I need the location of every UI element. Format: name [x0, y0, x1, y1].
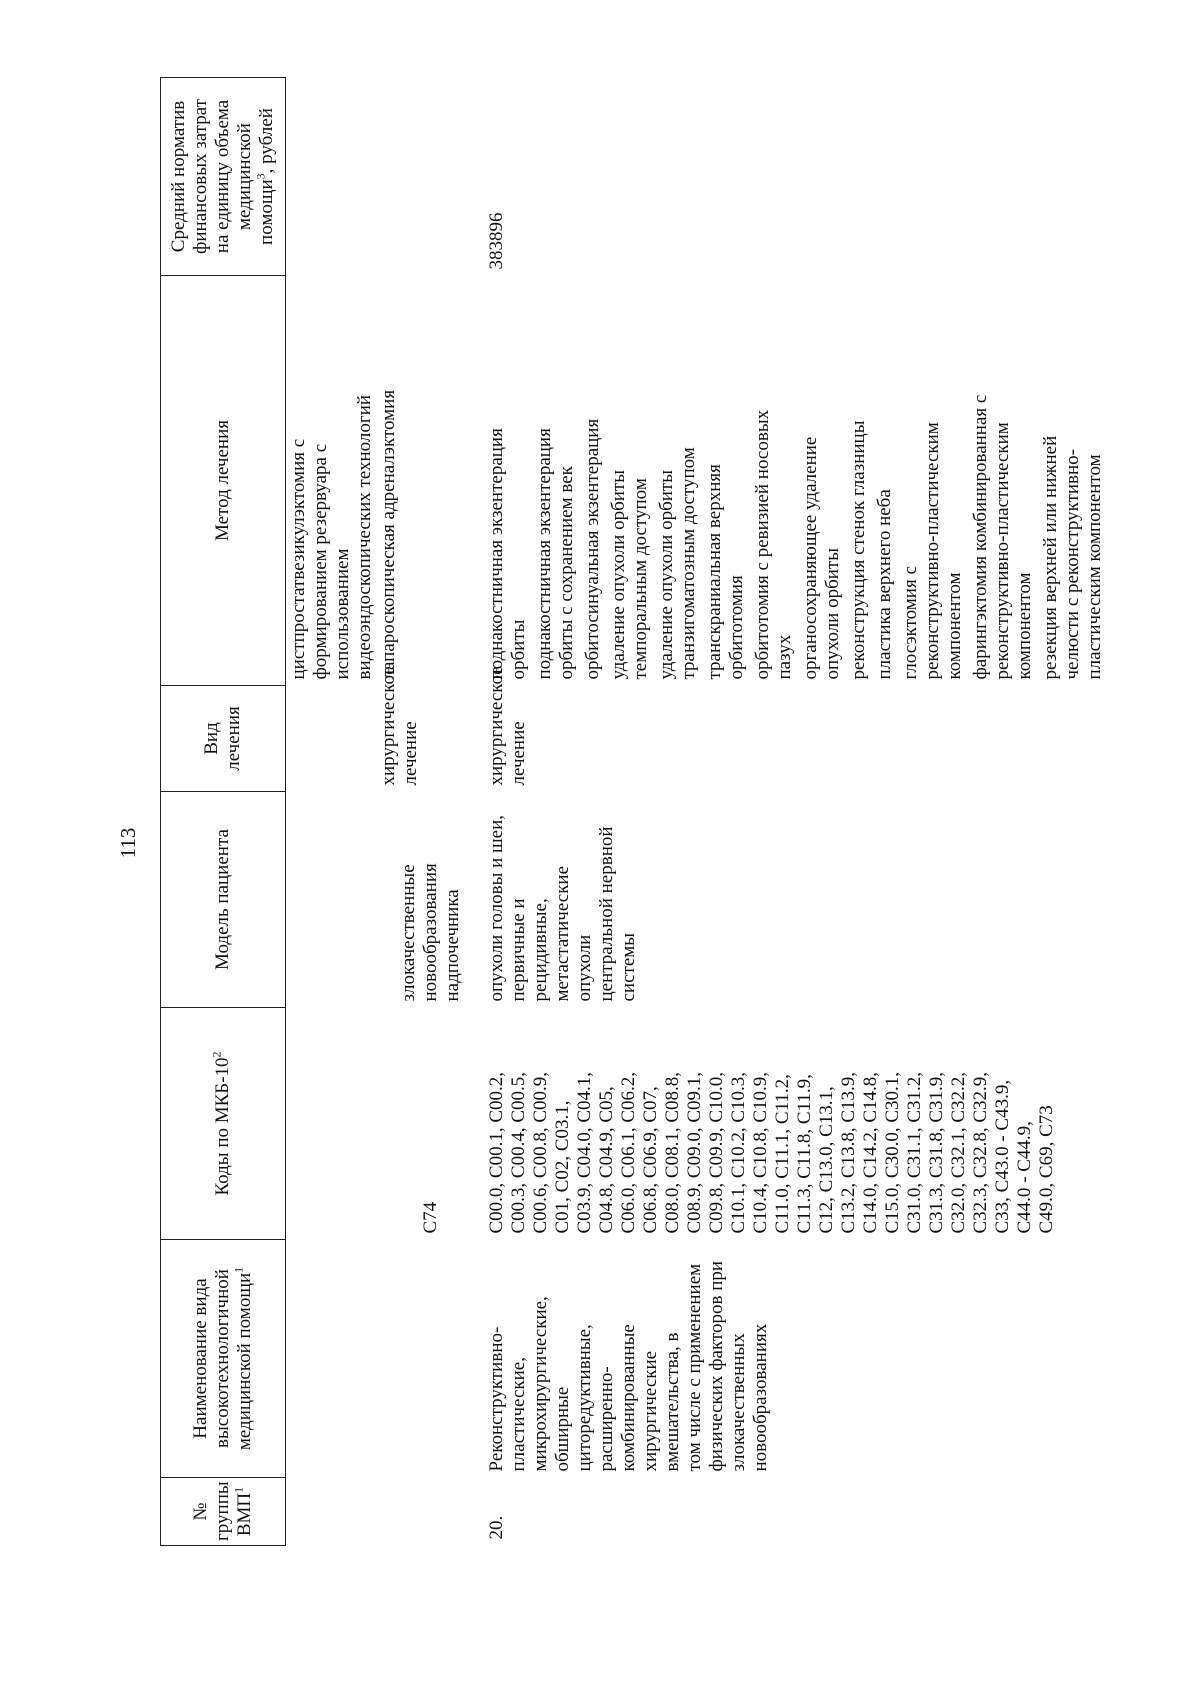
header-icd-codes: Коды по МКБ-$10^2$ [161, 1008, 286, 1240]
method-item: удаление опухоли орбиты транзигоматозным доступом [656, 447, 699, 680]
method-item: орбитотомия с ревизией носовых пазух [752, 409, 795, 680]
table-header-row [161, 78, 286, 1546]
method-cell: цистпростатвезикулэктомия с формированием резервуара с использованием видеоэндоскопических технологий [288, 394, 375, 680]
method-item: органосохраняющее удаление опухоли орбиты [800, 436, 843, 680]
page-number: 113 [116, 827, 140, 859]
method-item: транскраниальная верхняя орбитотомия [704, 464, 747, 680]
method-item: глосэктомия с реконструктивно-пластическим компонентом [900, 422, 965, 680]
header-treatment-type: Вид лечения [161, 686, 286, 792]
method-cell: лапароскопическая адреналэктомия [378, 389, 399, 680]
patient-model-cell: опухоли головы и шеи, первичные и рецидивные, метастатические опухоли центральной нервной системы [486, 814, 639, 1002]
header-patient-model: Модель пациента [161, 792, 286, 1008]
icd-codes-cell: C00.0, C00.1, C00.2, C00.3, C00.4, C00.5, C00.6, C00.8, C00.9, C01, C02, C03.1, C03.9, C04.0, C04.1, C04.8, C04.9, C05, C06.0, C06.1, C06.2, C06.8, C06.9, C07, C08.0, C08.1, C08.8, C08.9, C09.0, C09.1, C09.8, C09.9, C10.0, C10.1, C10.2, C10.3, C10.4, C10.8, C10.9, C11.0, C11.1, C11.2, C11.3, C11.8, C11.9, C12, C13.0, C13.1, C13.2, C13.8, C13.9, C14.0, C14.2, C14.8, C15.0, C30.0, C30.1, C31.0, C31.1, C31.2, C31.3, C31.8, C31.9, C32.0, C32.1, C32.2, C32.3, C32.8, C32.9, C33, C43.0 - C43.9, C44.0 - C44.9, C49.0, C69, C73 [486, 1071, 1057, 1234]
method-item: реконструкция стенок глазницы [848, 420, 869, 680]
header-group-number: № группы ВМП$^1$ [161, 1478, 286, 1546]
treatment-type-cell: хирургическое лечение [486, 666, 529, 786]
method-item: поднакостничная экзентерация орбиты с сохранением век [534, 428, 577, 680]
header-treatment-method: Метод лечения [161, 276, 286, 686]
cost-cell: 383896 [486, 212, 507, 270]
table-row [376, 78, 464, 1546]
method-item: резекция верхней или нижней челюсти с реконструктивно- пластическим компонентом [1040, 435, 1105, 680]
care-name-cell: Реконструктивно-пластические, микрохирургические, обширные циторедуктивные, расширенно- комбинированные хирургические вмешательства, в том числе с применением физических факторов при злокачественных новообразованиях [486, 1260, 771, 1472]
method-item: поднакостничная экзентерация орбиты [486, 428, 529, 680]
method-item: удаление опухоли орбиты темпоральным доступом [608, 469, 651, 680]
table-row [464, 78, 1110, 1546]
table-row [286, 78, 377, 1546]
treatment-table [160, 77, 1110, 1546]
patient-model-cell: злокачественные новообразования надпочечника [398, 863, 463, 1002]
method-item: орбитосинуальная экзентерация [582, 418, 603, 680]
group-number-cell: 20. [486, 1515, 507, 1540]
header-cost-standard: Средний норматив финансовых затрат на единицу объема медицинской помощи$^3$, рублей [161, 78, 286, 276]
header-care-name: Наименование вида высокотехнологичной медицинской помощи$^1$ [161, 1240, 286, 1478]
method-item: фарингэктомия комбинированная с реконструктивно-пластическим компонентом [970, 394, 1035, 680]
treatment-type-cell: хирургическое лечение [378, 666, 421, 786]
method-item: пластика верхнего неба [874, 489, 895, 680]
method-cell [464, 276, 1110, 686]
icd-codes-cell: C74 [420, 1201, 441, 1234]
